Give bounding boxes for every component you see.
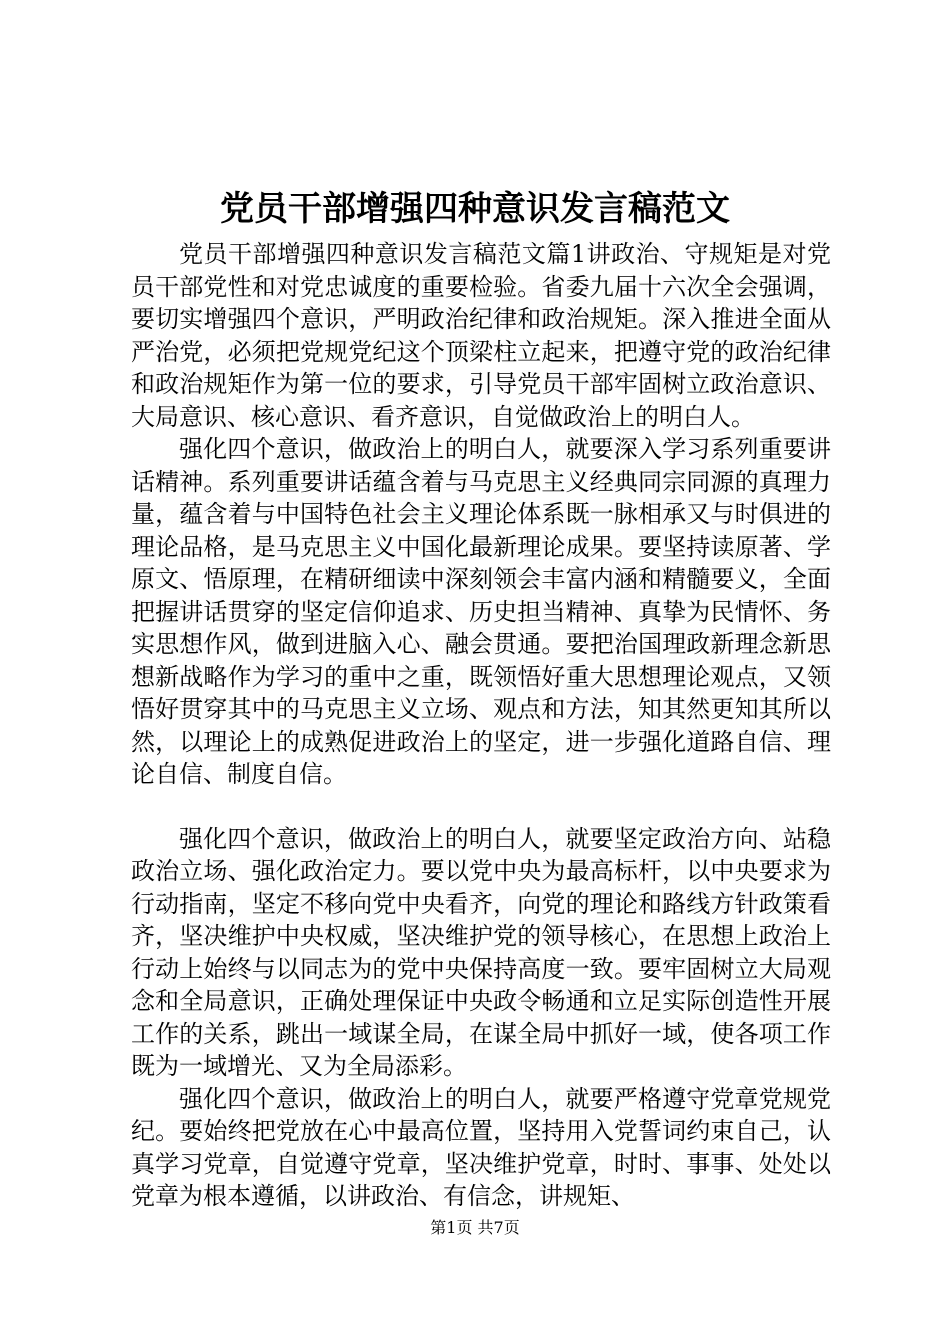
- paragraph-4: 强化四个意识，做政治上的明白人，就要严格遵守党章党规党纪。要始终把党放在心中最高位置，坚持用入党誓词约束自己，认真学习党章，自觉遵守党章，坚决维护党章，时时、事事、处处以党章为根本遵循，以讲政治、有信念，讲规矩、: [131, 1084, 831, 1210]
- paragraph-1: 党员干部增强四种意识发言稿范文篇1讲政治、守规矩是对党员干部党性和对党忠诚度的重要检验。省委九届十六次全会强调，要切实增强四个意识，严明政治纪律和政治规矩。深入推进全面从严治党，必须把党规党纪这个顶梁柱立起来，把遵守党的政治纪律和政治规矩作为第一位的要求，引导党员干部牢固树立政治意识、大局意识、核心意识、看齐意识，自觉做政治上的明白人。: [131, 240, 831, 431]
- document-body: [131, 238, 831, 1213]
- paragraph-3: 强化四个意识，做政治上的明白人，就要坚定政治方向、站稳政治立场、强化政治定力。要以党中央为最高标杆，以中央要求为行动指南，坚定不移向党中央看齐，向党的理论和路线方针政策看齐，坚决维护中央权威，坚决维护党的领导核心，在思想上政治上行动上始终与以同志为的党中央保持高度一致。要牢固树立大局观念和全局意识，正确处理保证中央政令畅通和立足实际创造性开展工作的关系，跳出一域谋全局，在谋全局中抓好一域，使各项工作既为一域增光、又为全局添彩。: [131, 824, 831, 1080]
- document-title: 党员干部增强四种意识发言稿范文: [220, 189, 730, 229]
- paragraph-2: 强化四个意识，做政治上的明白人，就要深入学习系列重要讲话精神。系列重要讲话蕴含着与马克思主义经典同宗同源的真理力量，蕴含着与中国特色社会主义理论体系既一脉相承又与时俱进的理论品格，是马克思主义中国化最新理论成果。要坚持读原著、学原文、悟原理，在精研细读中深刻领会丰富内涵和精髓要义，全面把握讲话贯穿的坚定信仰追求、历史担当精神、真挚为民情怀、务实思想作风，做到进脑入心、融会贯通。要把治国理政新理念新思想新战略作为学习的重中之重，既领悟好重大思想理论观点，又领悟好贯穿其中的马克思主义立场、观点和方法，知其然更知其所以然，以理论上的成熟促进政治上的坚定，进一步强化道路自信、理论自信、制度自信。: [131, 435, 831, 788]
- page-number-footer: 第1页 共7页: [430, 1218, 520, 1237]
